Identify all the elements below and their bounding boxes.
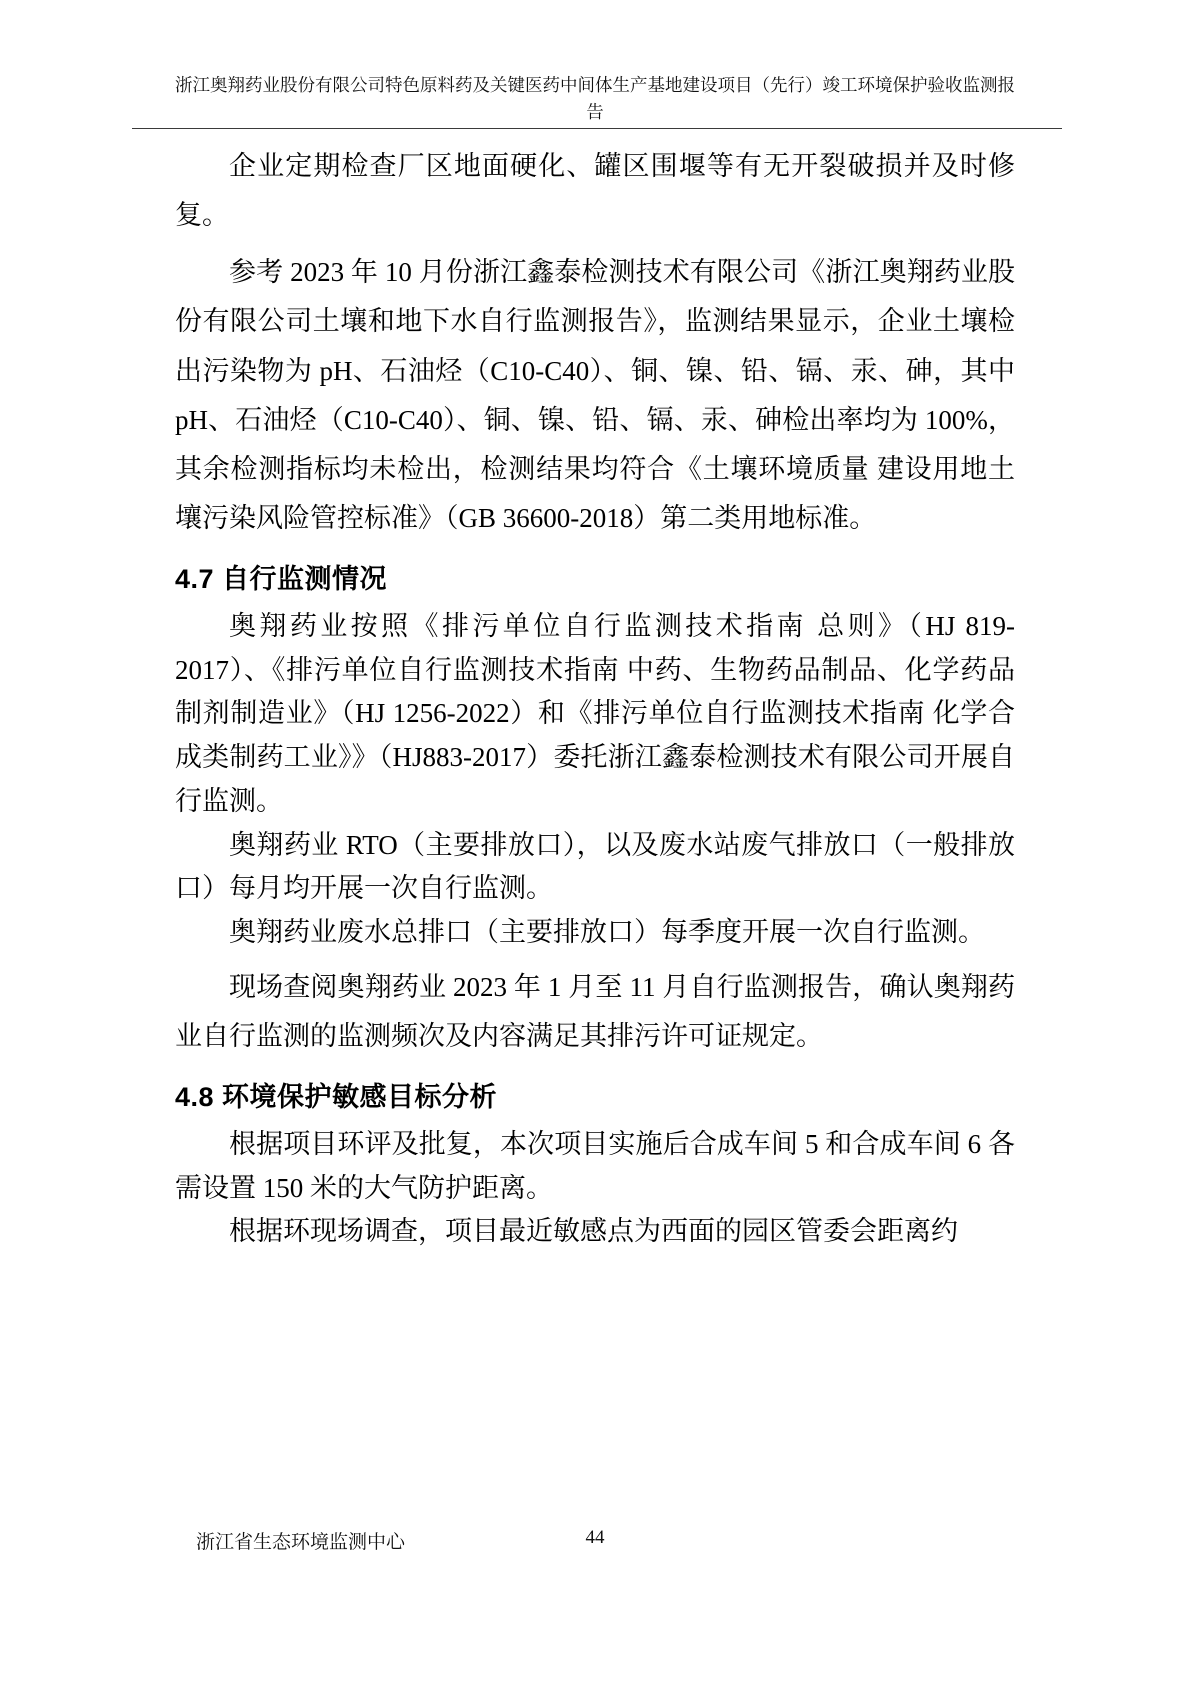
page-footer [0,1527,1190,1567]
paragraph-4-7-1: 奥翔药业按照《排污单位自行监测技术指南 总则》（HJ 819-2017）、《排污单位自行监测技术指南 中药、生物药品制品、化学药品制剂制造业》（HJ 1256-2022）和《排污单位自行监测技术指南 化学合成类制药工业》》（HJ883-2017）委托浙江鑫泰检测技术有限公司开展自行监测。 [175,610,1015,816]
paragraph-4-8-2: 根据环现场调查，项目最近敏感点为西面的园区管委会距离约 [229,1216,958,1247]
paragraph-1: 企业定期检查厂区地面硬化、罐区围堰等有无开裂破损并及时修复。 [175,151,1015,231]
paragraph-4-8-1: 根据项目环评及批复，本次项目实施后合成车间 5 和合成车间 6 各需设置 150 米的大气防护距离。 [175,1128,1015,1203]
paragraph-2: 参考 2023 年 10 月份浙江鑫泰检测技术有限公司《浙江奥翔药业股份有限公司土壤和地下水自行监测报告》，监测结果显示，企业土壤检出污染物为 pH、石油烃（C10-C40）、铜、镍、铅、镉、汞、砷，其中 pH、石油烃（C10-C40）、铜、镍、铅、镉、汞、砷检出率均为 100%，其余检测指标均未检出，检测结果均符合《土壤环境质量 建设用地土壤污染风险管控标准》（GB 36600-2018）第二类用地标准。 [175,257,1015,533]
document-body [175,142,1015,1254]
footer-page-number: 44 [585,1527,605,1548]
paragraph-4-7-4: 现场查阅奥翔药业 2023 年 1 月至 11 月自行监测报告，确认奥翔药业自行监测的监测频次及内容满足其排污许可证规定。 [175,971,1015,1051]
paragraph-4-7-2: 奥翔药业 RTO（主要排放口），以及废水站废气排放口（一般排放口）每月均开展一次自行监测。 [175,829,1015,904]
page-header: 浙江奥翔药业股份有限公司特色原料药及关键医药中间体生产基地建设项目（先行）竣工环境保护验收监测报告 [175,75,1015,123]
footer-organization: 浙江省生态环境监测中心 [196,1532,406,1553]
spacer [175,240,1015,248]
spacer [175,955,1015,963]
heading-4-7: 4.7 自行监测情况 [175,564,388,594]
heading-4-8: 4.8 环境保护敏感目标分析 [175,1082,498,1113]
paragraph-4-7-3: 奥翔药业废水总排口（主要排放口）每季度开展一次自行监测。 [229,917,985,948]
header-divider [132,128,1062,129]
